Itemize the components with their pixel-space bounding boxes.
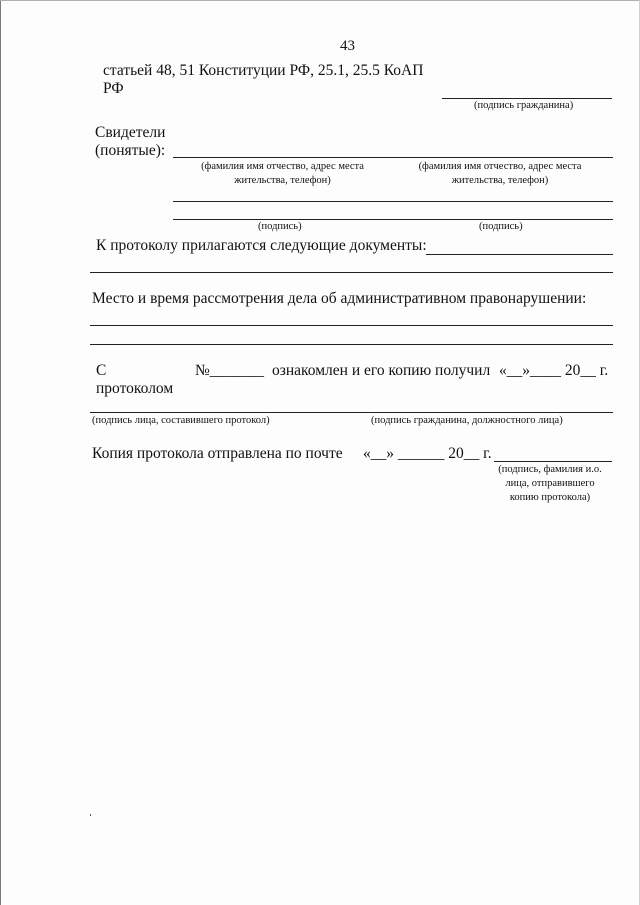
compiler-signature-caption: (подпись лица, составившего протокол) xyxy=(92,415,270,426)
review-line-1 xyxy=(90,325,613,326)
received-date-field: «__»____ 20__ г. xyxy=(499,362,609,379)
attached-documents-line-1 xyxy=(426,254,613,255)
witnesses-label-sub: (понятые): xyxy=(95,142,166,159)
mail-signature-line xyxy=(494,461,612,462)
protocol-label: протоколом xyxy=(96,380,174,397)
witnesses-label: Свидетели xyxy=(95,124,166,141)
acquaintance-signature-line xyxy=(90,412,613,413)
right-witness-name-caption: (фамилия имя отчество, адрес места жительства, телефон) xyxy=(418,161,582,186)
page-edge-top xyxy=(0,0,640,1)
legal-basis-line2: РФ xyxy=(103,80,124,97)
citizen-official-signature-caption: (подпись гражданина, должностного лица) xyxy=(371,415,563,426)
review-line-2 xyxy=(90,344,613,345)
citizen-signature-line xyxy=(442,98,612,99)
with-protocol-label: С xyxy=(96,362,107,379)
page-number: 43 xyxy=(340,38,355,54)
legal-basis-line1: статьей 48, 51 Конституции РФ, 25.1, 25.5 КоАП xyxy=(103,62,424,79)
left-witness-name-caption: (фамилия имя отчество, адрес места жительства, телефон) xyxy=(201,161,364,186)
citizen-signature-caption: (подпись гражданина) xyxy=(474,100,574,111)
page-edge-left xyxy=(0,0,1,905)
protocol-number-field: №_______ xyxy=(195,362,265,379)
attached-documents-text: К протоколу прилагаются следующие документы: xyxy=(96,237,427,254)
left-witness-signature-caption: (подпись) xyxy=(258,221,302,232)
mail-copy-text: Копия протокола отправлена по почте xyxy=(92,445,343,462)
witnesses-name-line xyxy=(173,157,613,158)
witnesses-extra-line xyxy=(173,201,613,202)
mail-date-field: «__» ______ 20__ г. xyxy=(363,445,492,462)
review-place-time-text: Место и время рассмотрения дела об административном правонарушении: xyxy=(92,290,587,307)
witnesses-signature-line xyxy=(173,219,613,220)
right-witness-signature-caption: (подпись) xyxy=(479,221,523,232)
attached-documents-line-2 xyxy=(90,272,613,273)
scan-artifact xyxy=(90,814,91,816)
received-copy-text: ознакомлен и его копию получил xyxy=(272,362,491,379)
mail-signature-caption: (подпись, фамилия и.о. лица, отправившего копию протокола) xyxy=(498,464,602,503)
